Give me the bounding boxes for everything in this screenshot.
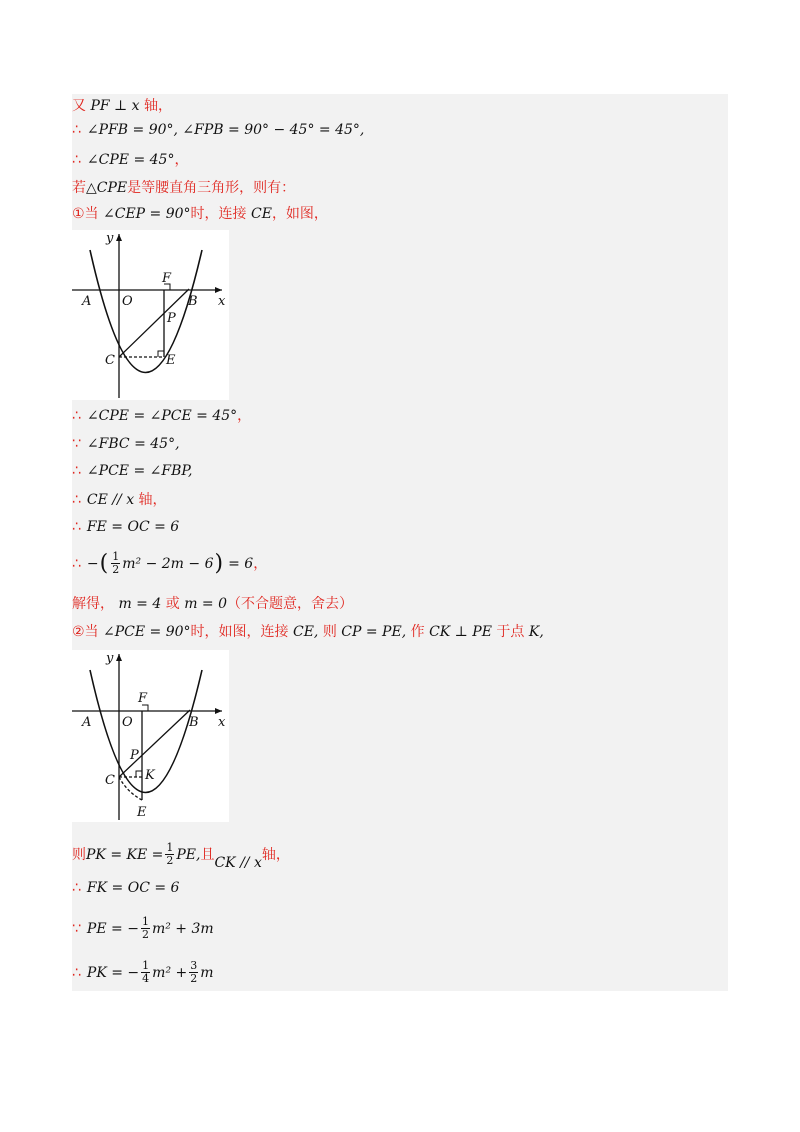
solution-line [72,461,192,481]
therefore-symbol: ∴ [72,492,81,508]
text-run: 是等腰直角三角形，则有： [127,180,296,196]
eq14-ck: CK // x [214,854,262,871]
math-run: CE // x [86,492,135,508]
parabola-figure-2 [72,650,229,822]
equation-line-11 [72,551,267,576]
eq11-den: 2 [112,563,120,576]
eq16-den: 2 [141,928,149,941]
text-run: 时，连接 [190,206,251,222]
eq16-num: 1 [141,915,149,928]
math-run: CK ⊥ PE [429,624,492,640]
math-run: m = 4 [118,596,162,612]
text-run: 又 [72,98,91,114]
label-f: F [138,691,148,706]
equation-line-14 [72,841,290,871]
therefore-symbol: ∴ [72,122,81,138]
eq16-lhs: PE = − [86,920,139,937]
label-e: E [137,805,147,820]
eq14-lhs: PK = KE = [86,846,164,863]
label-x: x [218,715,226,730]
segment-ce-dashed [119,777,142,800]
label-k: K [145,768,155,783]
text-run: 时，如图，连接 [190,624,293,640]
eq17-fraction-1 [141,960,150,985]
therefore-symbol: ∴ [72,152,81,168]
label-a: A [82,715,92,730]
text-run: 作 [406,624,430,640]
text-run: 轴， [134,492,167,508]
therefore-symbol: ∴ [72,519,81,535]
parabola-figure-1 [72,230,229,400]
equation-line-16 [72,916,214,941]
eq17-den2: 2 [190,972,198,985]
math-run: ∠PCE = 90° [103,624,191,640]
label-c: C [105,773,115,788]
solution-panel [72,94,728,991]
x-arrow-icon [215,287,222,293]
eq11-fraction [111,551,120,576]
text-run: ①当 [72,206,104,222]
label-p: P [167,311,176,326]
solution-line [72,204,328,224]
math-run: ∠CEP = 90° [103,206,191,222]
math-run: K, [528,624,544,640]
eq11-left-paren: ( [99,550,109,576]
math-run: m = 0 [184,596,228,612]
label-b: B [189,715,199,730]
eq16-fraction [141,916,150,941]
math-run: PF ⊥ x [90,98,140,114]
eq14-pre: 则 [72,846,86,863]
y-arrow-icon [116,654,122,661]
math-run: CE [251,206,272,222]
therefore-symbol: ∴ [72,463,81,479]
math-run: CP = PE, [341,624,407,640]
eq17-lhs: PK = − [86,964,140,981]
therefore-symbol: ∴ [72,555,81,572]
eq17-num2: 3 [190,959,198,972]
solution-line [72,490,167,510]
math-run: ∠PCE = ∠FBP, [86,463,193,479]
eq17-rest: m [200,964,214,981]
label-x: x [218,294,226,309]
text-run: 于点 [491,624,529,640]
eq16-rest: m² + 3m [151,920,214,937]
therefore-symbol: ∴ [72,964,81,981]
eq11-tail: = 6 [228,555,254,572]
math-run: ∠CPE = 45° [86,152,175,168]
math-run: FK = OC = 6 [86,880,180,896]
solution-line [72,406,251,426]
math-run: ∠PFB = 90°, ∠FPB = 90° − 45° = 45°, [86,122,365,138]
therefore-symbol: ∴ [72,880,81,896]
label-b: B [188,294,198,309]
solution-line [72,96,172,116]
because-symbol: ∵ [72,436,81,452]
text-run: ， [174,152,189,168]
text-run: 解得， [72,596,119,612]
therefore-symbol: ∴ [72,408,81,424]
math-run: △CPE [86,180,128,196]
eq11-right-paren: ) [214,550,224,576]
solution-line [72,178,295,198]
text-run: 若 [72,180,86,196]
text-run: ， [237,408,252,424]
label-e: E [166,353,176,368]
eq14-zhou: 轴， [261,846,290,863]
solution-line [72,517,179,537]
eq11-num: 1 [112,550,120,563]
eq17-fraction-2 [189,960,198,985]
eq14-num: 1 [166,841,174,854]
equation-line-17 [72,960,214,985]
eq11-rest: m² − 2m − 6 [122,555,214,572]
math-run: CE, [293,624,319,640]
solution-line [72,120,364,140]
eq11-minus: − [86,555,99,572]
math-run: FE = OC = 6 [86,519,180,535]
label-y: y [106,231,114,246]
solution-line [72,622,544,642]
eq17-num1: 1 [142,959,150,972]
text-run: ②当 [72,624,104,640]
solution-line [72,434,180,454]
right-angle-mark-e [158,351,164,357]
eq17-den1: 4 [142,972,150,985]
label-o: O [122,715,133,730]
eq14-fraction [165,842,174,867]
text-run: 轴， [139,98,173,114]
label-c: C [105,353,115,368]
text-run: 或 [161,596,185,612]
label-y: y [106,651,114,666]
because-symbol: ∵ [72,920,81,937]
eq11-comma: ， [253,555,268,572]
solution-line [72,150,188,170]
solution-line [72,594,353,614]
label-a: A [82,294,92,309]
label-f: F [162,271,172,286]
x-arrow-icon [215,708,222,714]
text-run: （不合题意，舍去） [227,596,354,612]
text-run: ，如图， [271,206,328,222]
eq14-qie: 且 [200,846,215,863]
eq17-mid: m² + [152,964,188,981]
math-run: ∠FBC = 45°, [86,436,180,452]
y-arrow-icon [116,234,122,241]
text-run: 则 [318,624,342,640]
math-run: ∠CPE = ∠PCE = 45° [86,408,238,424]
eq14-after: PE, [176,846,201,863]
label-p: P [130,748,139,763]
right-angle-mark-k [136,771,142,777]
label-o: O [122,294,133,309]
eq14-den: 2 [166,854,174,867]
solution-line [72,878,179,898]
